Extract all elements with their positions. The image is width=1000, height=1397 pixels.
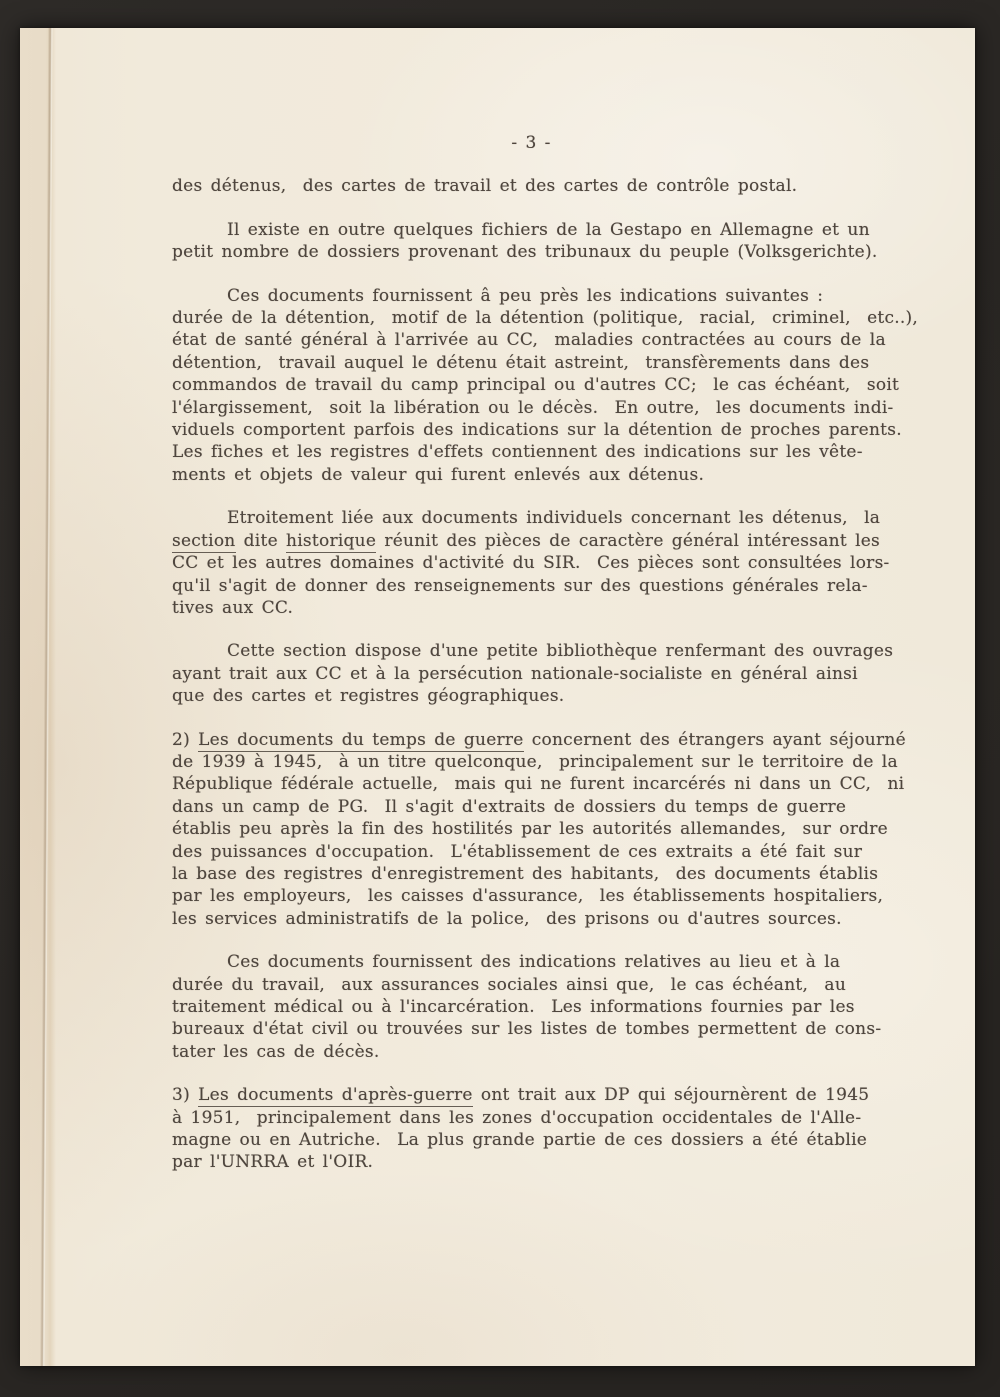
text-line — [172, 863, 972, 885]
text-segment: les services administratifs de la police, des prisons ou d'autres sources. — [172, 908, 842, 929]
paragraph — [172, 175, 972, 197]
paragraph — [172, 507, 972, 619]
text-line — [172, 219, 972, 241]
text-segment: la base des registres d'enregistrement des habitants, des documents établis — [172, 863, 879, 884]
text-segment: petit nombre de dossiers provenant des tribunaux du peuple (Volksgerichte). — [172, 242, 878, 263]
text-segment: ayant trait aux CC et à la persécution nationale-socialiste en général ainsi — [172, 663, 858, 684]
text-segment: dans un camp de PG. Il s'agit d'extraits de dossiers du temps de guerre — [172, 796, 847, 817]
text-segment: ments et objets de valeur qui furent enlevés aux détenus. — [172, 464, 705, 485]
text-segment: bureaux d'état civil ou trouvées sur les listes de tombes permettent de cons- — [172, 1019, 882, 1040]
text-line — [172, 1084, 972, 1106]
text-segment: traitement médical ou à l'incarcération. Les informations fournies par les — [172, 997, 855, 1017]
text-segment: des détenus, des cartes de travail et des cartes de contrôle postal. — [172, 176, 798, 197]
text-segment: établis peu après la fin des hostilités par les autorités allemandes, sur ordre — [172, 819, 888, 840]
text-line — [172, 773, 972, 795]
text-line — [172, 329, 972, 351]
paragraph — [172, 951, 972, 1063]
text-segment: commandos de travail du camp principal ou d'autres CC; le cas échéant, soit — [172, 375, 900, 396]
text-line — [172, 818, 972, 840]
text-segment: l'élargissement, soit la libération ou le décès. En outre, les documents indi- — [172, 397, 894, 418]
text-segment: Les fiches et les registres d'effets contiennent des indications sur les vête- — [172, 442, 863, 463]
text-line — [172, 175, 972, 197]
underlined-text: section — [172, 530, 236, 551]
text-line — [172, 996, 972, 1018]
text-line — [172, 1041, 972, 1063]
text-line — [172, 575, 972, 597]
text-segment: concernent des étrangers ayant séjourné — [523, 729, 906, 750]
text-segment: durée de la détention, motif de la détention (politique, racial, criminel, etc..), — [172, 308, 919, 329]
paragraph — [172, 285, 972, 487]
text-segment: magne ou en Autriche. La plus grande partie de ces dossiers a été établie — [172, 1130, 868, 1151]
text-line — [172, 640, 972, 662]
text-line — [172, 841, 972, 863]
text-segment: tives aux CC. — [172, 597, 294, 618]
page-fold-crease — [40, 28, 53, 1366]
text-line — [172, 951, 972, 973]
text-line — [172, 751, 972, 773]
text-segment: réunit des pièces de caractère général intéressant les — [376, 530, 881, 551]
underlined-text: Les documents du temps de guerre — [198, 729, 524, 750]
text-line — [172, 885, 972, 907]
text-segment: durée du travail, aux assurances sociales ainsi que, le cas échéant, au — [172, 974, 847, 995]
paragraph — [172, 640, 972, 707]
text-segment: Il existe en outre quelques fichiers de la Gestapo en Allemagne et un — [227, 219, 870, 240]
paragraph — [172, 1084, 972, 1174]
text-segment: Etroitement liée aux documents individuels concernant les détenus, la — [227, 508, 881, 529]
text-segment: République fédérale actuelle, mais qui ne furent incarcérés ni dans un CC, ni — [172, 774, 905, 795]
page-content — [172, 132, 972, 1195]
text-line — [172, 1018, 972, 1040]
text-segment: des puissances d'occupation. L'établissement de ces extraits a été fait sur — [172, 841, 863, 862]
text-line — [172, 419, 972, 441]
text-segment: état de santé général à l'arrivée au CC, maladies contractées au cours de la — [172, 330, 886, 351]
text-line — [172, 307, 972, 329]
text-line — [172, 352, 972, 374]
underlined-text: historique — [286, 530, 377, 551]
page-number: - 3 - — [511, 133, 551, 153]
text-line — [172, 464, 972, 486]
text-line — [172, 796, 972, 818]
text-segment: tater les cas de décès. — [172, 1041, 380, 1062]
text-segment: ont trait aux DP qui séjournèrent de 1945 — [472, 1085, 870, 1106]
text-line — [172, 908, 972, 930]
text-segment: à 1951, principalement dans les zones d'occupation occidentales de l'Alle- — [172, 1107, 862, 1128]
text-segment: Ces documents fournissent des indications relatives au lieu et à la — [227, 952, 841, 973]
text-line — [172, 974, 972, 996]
text-line — [172, 1151, 972, 1173]
text-segment: CC et les autres domaines d'activité du SIR. Ces pièces sont consultées lors- — [172, 553, 890, 574]
text-segment: qu'il s'agit de donner des renseignements sur des questions générales rela- — [172, 575, 868, 596]
text-segment: que des cartes et registres géographiques. — [172, 686, 565, 707]
text-line — [172, 441, 972, 463]
text-segment: viduels comportent parfois des indications sur la détention de proches parents. — [172, 420, 902, 441]
text-segment: dite — [235, 530, 287, 551]
text-segment: par les employeurs, les caisses d'assurance, les établissements hospitaliers, — [172, 886, 884, 907]
text-segment: 2) — [172, 729, 199, 750]
text-line — [172, 597, 972, 619]
document-page — [20, 28, 975, 1366]
text-line — [172, 729, 972, 751]
text-segment: de 1939 à 1945, à un titre quelconque, principalement sur le territoire de la — [172, 751, 898, 772]
document-body — [172, 175, 972, 1173]
text-line — [172, 285, 972, 307]
paragraph — [172, 219, 972, 264]
text-line — [172, 530, 972, 552]
text-segment: 3) — [172, 1085, 199, 1106]
text-line — [172, 241, 972, 263]
text-line — [172, 397, 972, 419]
text-segment: Ces documents fournissent â peu près les indications suivantes : — [227, 285, 824, 306]
paragraph — [172, 729, 972, 931]
text-segment: par l'UNRRA et l'OIR. — [172, 1152, 374, 1173]
text-line — [172, 1107, 972, 1129]
text-line — [172, 685, 972, 707]
text-line — [172, 374, 972, 396]
text-line — [172, 1129, 972, 1151]
text-segment: Cette section dispose d'une petite bibliothèque renfermant des ouvrages — [227, 641, 894, 662]
underlined-text: Les documents d'après-guerre — [198, 1085, 473, 1106]
text-line — [172, 507, 972, 529]
text-segment: détention, travail auquel le détenu était astreint, transfèrements dans des — [172, 352, 870, 373]
text-line — [172, 552, 972, 574]
text-line — [172, 663, 972, 685]
